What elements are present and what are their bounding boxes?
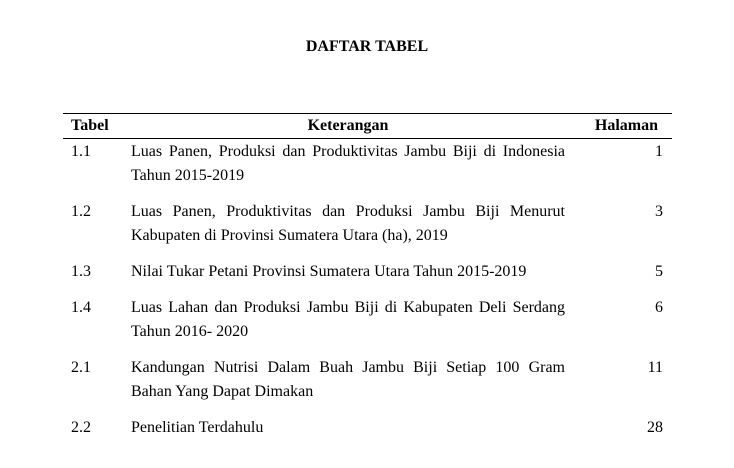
- header-keterangan: Keterangan: [307, 117, 389, 134]
- page-number: 28: [647, 419, 663, 436]
- page-title: DAFTAR TABEL: [305, 38, 429, 55]
- table-description: Kandungan Nutrisi Dalam Buah Jambu Biji Setiap 100 Gram Bahan Yang Dapat Dimakan: [131, 359, 565, 400]
- table-row: [63, 140, 672, 188]
- table-description: Luas Panen, Produktivitas dan Produksi Jambu Biji Menurut Kabupaten di Provinsi Sumatera Utara (ha), 2019: [131, 203, 565, 244]
- header-tabel: Tabel: [71, 117, 109, 134]
- table-description: Nilai Tukar Petani Provinsi Sumatera Utara Tahun 2015-2019: [131, 263, 527, 280]
- table-description: Penelitian Terdahulu: [131, 419, 264, 436]
- table-number: 1.4: [71, 299, 91, 316]
- page-number: 1: [655, 143, 663, 160]
- table-header: [63, 113, 672, 139]
- page-number: 11: [647, 359, 663, 376]
- table-number: 1.1: [71, 143, 91, 160]
- table-row: [63, 356, 672, 404]
- header-halaman: Halaman: [594, 117, 658, 134]
- table-number: 2.2: [71, 419, 91, 436]
- table-row: [63, 296, 672, 344]
- table-number: 2.1: [71, 359, 91, 376]
- table-description: Luas Lahan dan Produksi Jambu Biji di Kabupaten Deli Serdang Tahun 2016- 2020: [131, 299, 565, 340]
- page-number: 3: [655, 203, 663, 220]
- table-list: [63, 113, 672, 452]
- table-row: [63, 416, 672, 440]
- table-number: 1.2: [71, 203, 91, 220]
- table-row: [63, 260, 672, 284]
- table-description: Luas Panen, Produksi dan Produktivitas Jambu Biji di Indonesia Tahun 2015-2019: [131, 143, 565, 184]
- page-number: 6: [655, 299, 663, 316]
- table-number: 1.3: [71, 263, 91, 280]
- table-row: [63, 200, 672, 248]
- page-number: 5: [655, 263, 663, 280]
